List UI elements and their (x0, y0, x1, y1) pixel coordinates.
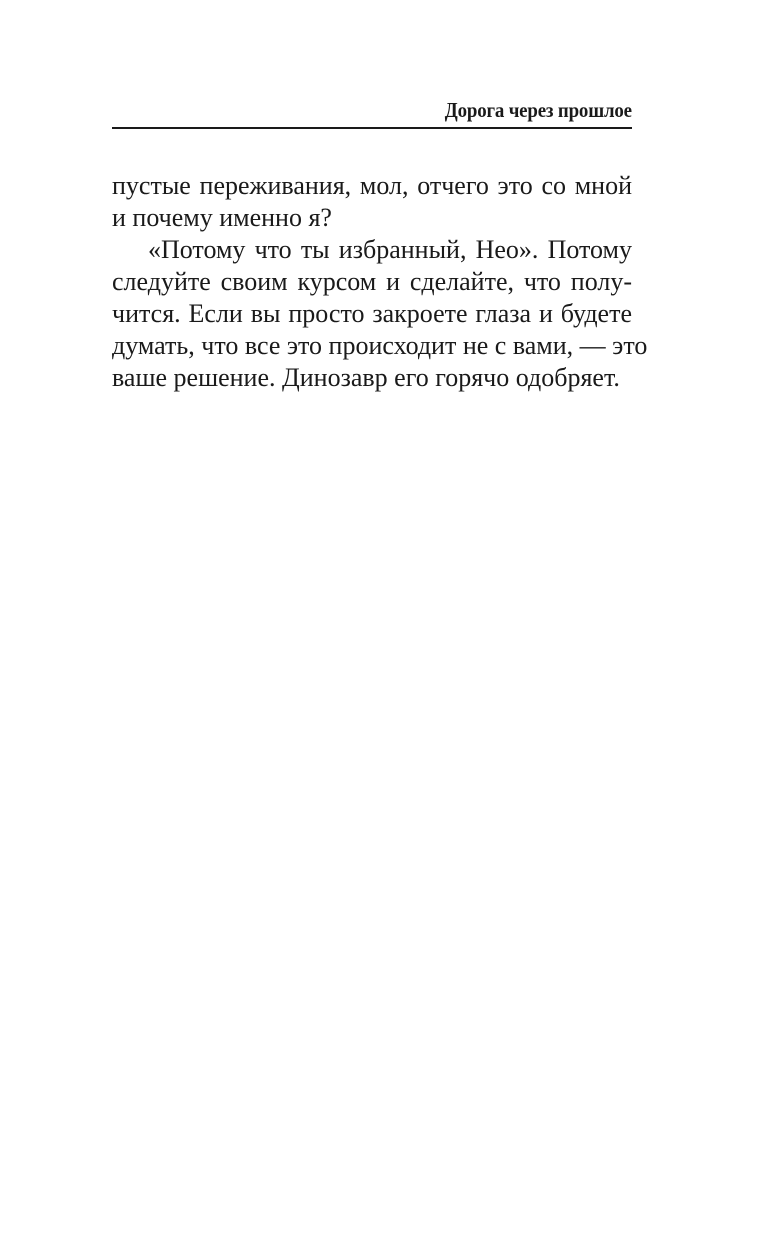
text-line: следуйте своим курсом и сделайте, что полу- (112, 267, 632, 296)
running-title: Дорога через прошлое (444, 98, 632, 122)
text-line: думать, что все это происходит не с вами, — это (112, 331, 648, 360)
header-rule (112, 127, 632, 129)
body-text (112, 170, 648, 394)
running-header (112, 96, 632, 126)
text-line: пустые переживания, мол, отчего это со мной (112, 171, 632, 200)
text-line: и почему именно я? (112, 203, 332, 232)
text-line: ваше решение. Динозавр его горячо одобряет. (112, 363, 620, 392)
text-line: «Потому что ты избранный, Нео». Потому (148, 235, 632, 264)
text-line: чится. Если вы просто закроете глаза и будете (112, 299, 632, 328)
